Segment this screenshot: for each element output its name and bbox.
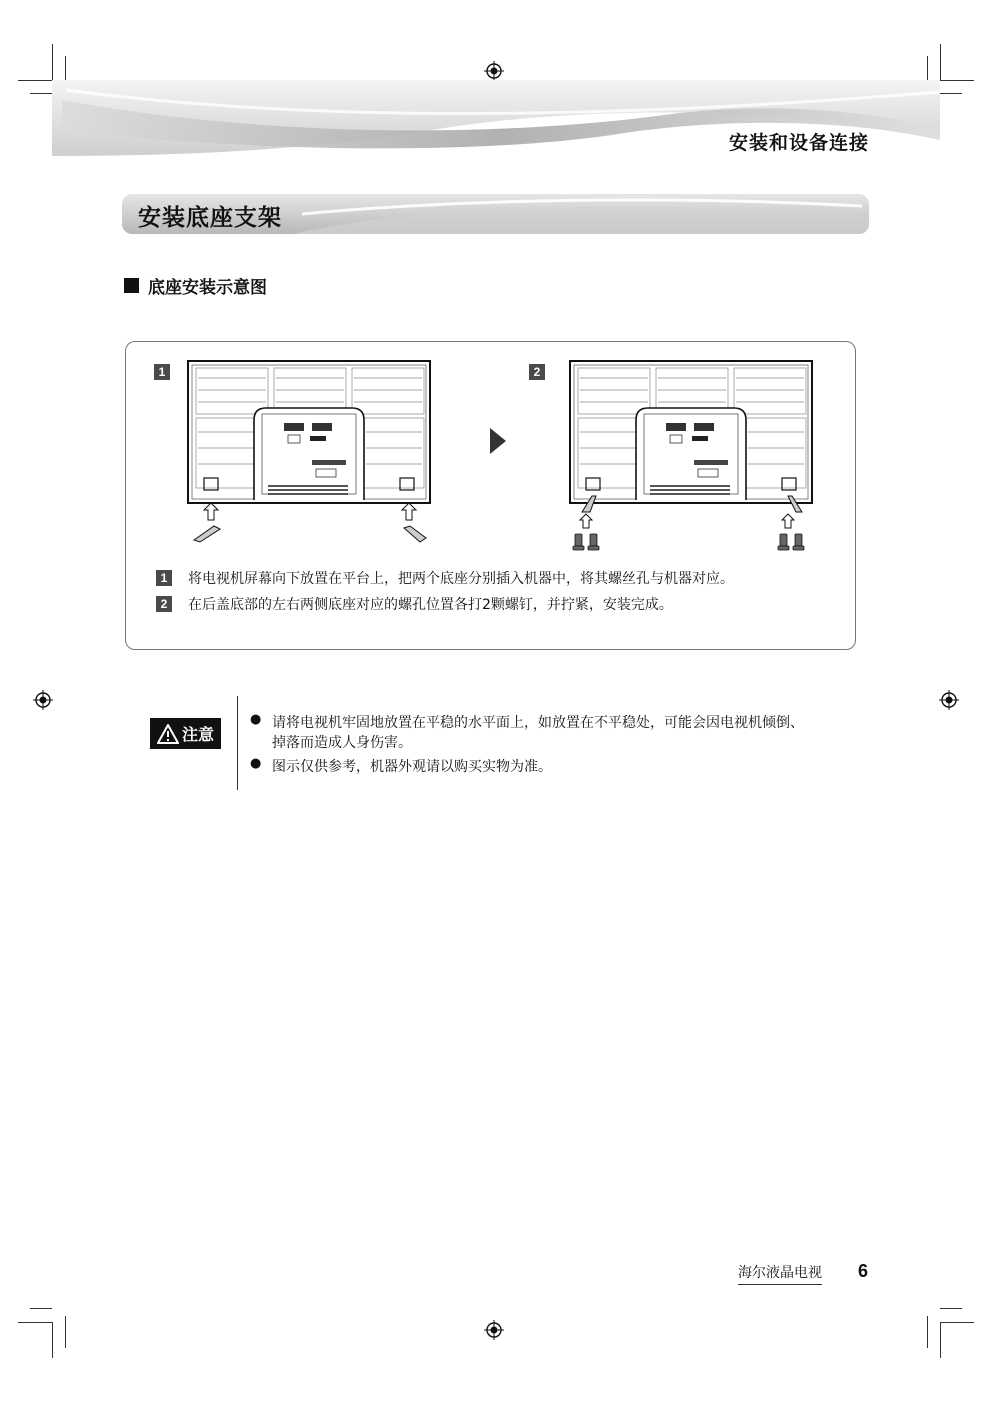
crop-mark: [940, 1322, 974, 1323]
step-2-instruction: [156, 594, 673, 614]
crop-mark: [940, 1322, 941, 1358]
tv-rear-illustration-step-1: [184, 358, 434, 548]
crop-mark: [940, 1308, 962, 1309]
chapter-title: 安装和设备连接: [728, 132, 869, 154]
footer-brand-text: 海尔液晶电视: [738, 1262, 822, 1285]
bullet-dot-icon: ●: [250, 756, 262, 771]
crop-mark: [65, 1316, 66, 1348]
caution-label-text: 注意: [182, 725, 215, 744]
step-1-text: 将电视机屏幕向下放置在平台上，把两个底座分别插入机器中，将其螺丝孔与机器对应。: [188, 571, 734, 587]
step-2-text: 在后盖底部的左右两侧底座对应的螺孔位置各打2颗螺钉，并拧紧，安装完成。: [188, 597, 673, 613]
step-1-instruction: [156, 568, 734, 588]
warning-triangle-icon: [157, 724, 179, 744]
caution-label-box: [150, 718, 221, 749]
crop-mark: [18, 1322, 52, 1323]
caution-label: [150, 718, 221, 749]
tv-rear-illustration-step-2: [566, 358, 816, 558]
caution-item-2: [250, 756, 552, 776]
bullet-dot-icon: ●: [250, 712, 262, 727]
caution-item-2-line-1: 图示仅供参考，机器外观请以购买实物为准。: [272, 759, 552, 775]
next-step-arrow-icon: [488, 426, 508, 456]
registration-mark-icon: [33, 690, 53, 710]
square-bullet-icon: [124, 278, 139, 293]
subsection-heading: [124, 273, 267, 298]
crop-mark: [940, 80, 974, 81]
caution-divider: [237, 696, 238, 790]
caution-item-1: [250, 712, 804, 752]
step-1-badge: 1: [156, 570, 172, 586]
crop-mark: [52, 44, 53, 80]
crop-mark: [927, 1316, 928, 1348]
page-number: 6: [858, 1261, 869, 1281]
crop-mark: [30, 93, 52, 94]
crop-mark: [940, 93, 962, 94]
section-title-bar: [122, 194, 869, 234]
registration-mark-icon: [484, 1320, 504, 1340]
registration-mark-icon: [484, 61, 504, 81]
subsection-heading-text: 底座安装示意图: [148, 278, 267, 298]
caution-item-1-line-2: 掉落而造成人身伤害。: [272, 735, 412, 751]
caution-item-1-line-1: 请将电视机牢固地放置在平稳的水平面上，如放置在不平稳处，可能会因电视机倾倒、: [272, 715, 804, 731]
crop-mark: [52, 1322, 53, 1358]
crop-mark: [30, 1308, 52, 1309]
section-title: 安装底座支架: [138, 205, 282, 231]
crop-mark: [18, 80, 52, 81]
crop-mark: [940, 44, 941, 80]
step-2-badge: 2: [156, 596, 172, 612]
panel-2-badge: 2: [529, 364, 545, 380]
panel-1-badge: 1: [154, 364, 170, 380]
installation-diagram-box: [125, 341, 856, 650]
registration-mark-icon: [939, 690, 959, 710]
